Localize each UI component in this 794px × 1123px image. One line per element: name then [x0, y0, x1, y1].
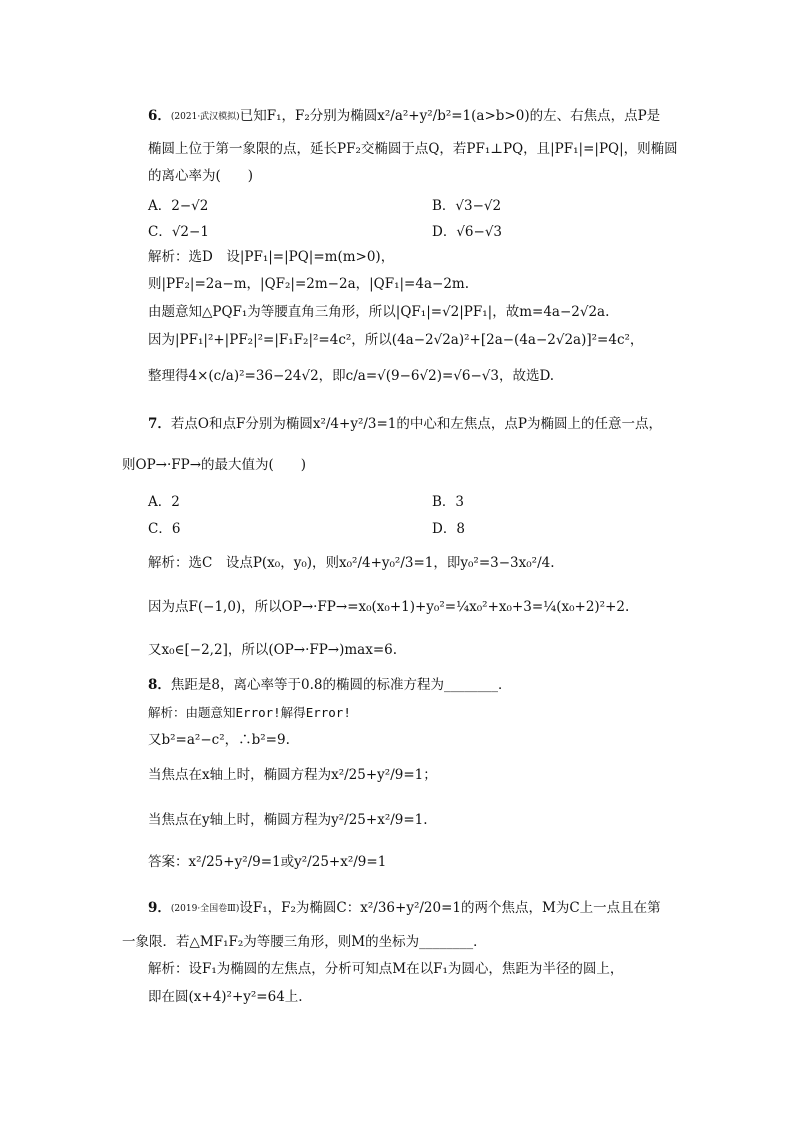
q8-error-1: Error!	[235, 705, 281, 720]
q6-stem-line3: 的离心率为( )	[148, 168, 254, 184]
q9-solution-line2: 即在圆(x+4)²+y²=64上.	[148, 989, 303, 1005]
q8-solution-mid: 解得	[280, 705, 306, 720]
q6-source: (2021·武汉模拟)	[170, 112, 240, 122]
q6-option-c: C．√2−1	[148, 224, 209, 240]
q8-solution-line2: 又b²=a²−c²，∴b²=9.	[148, 732, 290, 748]
q6-solution-line2: 则|PF₂|=2a−m，|QF₂|=2m−2a，|QF₁|=4a−2m.	[148, 276, 470, 292]
q7-stem-line1	[148, 414, 662, 434]
q9-stem-text1: 设F₁，F₂为椭圆C：x²/36+y²/20=1的两个焦点，M为C上一点且在第	[239, 900, 661, 916]
q6-option-d: D．√6−√3	[432, 224, 503, 240]
q7-option-a: A．2	[148, 494, 180, 510]
q7-option-c: C．6	[148, 521, 181, 537]
q8-stem-line	[148, 675, 511, 695]
q7-stem-line2: 则OP→·FP→的最大值为( )	[122, 457, 307, 473]
q8-number: 8．	[148, 677, 171, 693]
q8-solution-line1	[148, 703, 351, 723]
q7-solution-line2: 因为点F(−1,0)，所以OP→·FP→=x₀(x₀+1)+y₀²=¼x₀²+x₀+3=¼(x₀+2)²+2.	[148, 599, 630, 615]
q7-option-d: D．8	[432, 521, 465, 537]
q9-source: (2019·全国卷Ⅲ)	[170, 904, 240, 914]
q6-stem-line1	[148, 106, 660, 127]
q7-solution-line3: 又x₀∈[−2,2]，所以(OP→·FP→)max=6.	[148, 642, 398, 658]
q9-stem-line1	[148, 898, 661, 919]
q8-solution-line3: 当焦点在x轴上时，椭圆方程为x²/25+y²/9=1；	[148, 767, 437, 783]
q8-solution-prefix: 解析：由题意知	[148, 705, 236, 720]
q6-stem-text1: 已知F₁，F₂分别为椭圆x²/a²+y²/b²=1(a>b>0)的左、右焦点，点P是	[239, 108, 661, 124]
q6-number: 6．	[148, 108, 171, 124]
q6-option-a: A．2−√2	[148, 198, 209, 214]
q7-solution-line1: 解析：选C 设点P(x₀，y₀)，则x₀²/4+y₀²/3=1，即y₀²=3−3x₀²/4.	[148, 555, 555, 571]
q9-solution-line1: 解析：设F₁为椭圆的左焦点，分析可知点M在以F₁为圆心，焦距为半径的圆上，	[148, 961, 624, 977]
q6-solution-line1: 解析：选D 设|PF₁|=|PQ|=m(m>0)，	[148, 249, 395, 265]
q6-solution-line4: 因为|PF₁|²+|PF₂|²=|F₁F₂|²=4c²，所以(4a−2√2a)²+[2a−(4a−2√2a)]²=4c²，	[148, 332, 644, 348]
q6-solution-line3: 由题意知△PQF₁为等腰直角三角形，所以|QF₁|=√2|PF₁|，故m=4a−2√2a.	[148, 304, 610, 320]
q9-number: 9．	[148, 900, 171, 916]
q8-error-2: Error!	[305, 705, 351, 720]
q6-solution-line5: 整理得4×(c/a)²=36−24√2，即c/a=√(9−6√2)=√6−√3，故选D.	[148, 368, 555, 384]
q8-answer-line: 答案：x²/25+y²/9=1或y²/25+x²/9=1	[148, 854, 387, 870]
q6-stem-line2: 椭圆上位于第一象限的点，延长PF₂交椭圆于点Q，若PF₁⊥PQ，且|PF₁|=|PQ|，则椭圆	[148, 141, 678, 157]
q7-option-b: B．3	[432, 494, 465, 510]
q6-option-b: B．√3−√2	[432, 198, 502, 214]
q7-number: 7．	[148, 416, 171, 432]
q8-stem-text: 焦距是8，离心率等于0.8的椭圆的标准方程为________．	[170, 677, 512, 693]
q9-stem-line2: 一象限．若△MF₁F₂为等腰三角形，则M的坐标为________．	[122, 934, 487, 950]
q8-solution-line4: 当焦点在y轴上时，椭圆方程为y²/25+x²/9=1.	[148, 812, 428, 828]
q7-stem-text1: 若点O和点F分别为椭圆x²/4+y²/3=1的中心和左焦点，点P为椭圆上的任意一点，	[170, 416, 662, 432]
